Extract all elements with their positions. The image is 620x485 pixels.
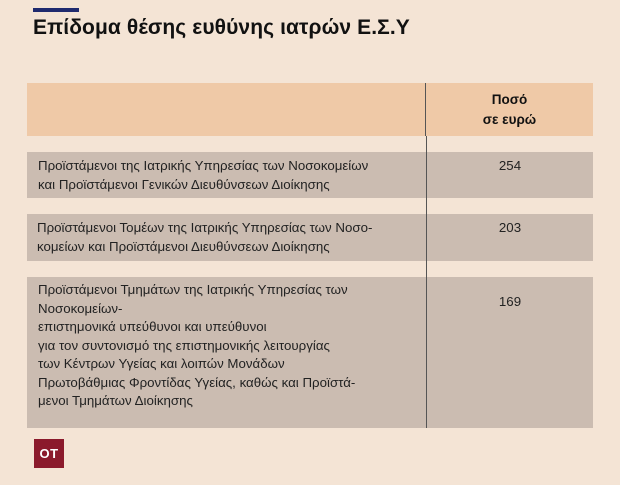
- description-line: κομείων και Προϊστάμενοι Διευθύνσεων Διοίκησης: [37, 238, 330, 254]
- description-line: Προϊστάμενοι Τομέων της Ιατρικής Υπηρεσίας των Νοσο-: [37, 220, 373, 235]
- description-line: Προϊστάμενοι της Ιατρικής Υπηρεσίας των Νοσοκομείων: [38, 158, 369, 173]
- description-line: και Προϊστάμενοι Γενικών Διευθύνσεων Διοίκησης: [38, 176, 330, 192]
- table-row: [27, 152, 593, 198]
- page-title: Επίδομα θέσης ευθύνης ιατρών Ε.Σ.Υ: [33, 16, 410, 39]
- description-line: για τον συντονισμό της επιστημονικής λειτουργίας: [38, 337, 330, 353]
- description-line: Προϊστάμενοι Τμημάτων της Ιατρικής Υπηρεσίας των: [38, 282, 348, 297]
- amount-cell: 203: [426, 214, 593, 261]
- allowance-table: [27, 83, 593, 428]
- publisher-logo: ΟΤ: [34, 439, 64, 468]
- position-description: [27, 277, 426, 428]
- header-description-cell: [27, 83, 425, 136]
- position-description: [27, 152, 426, 198]
- description-line: επιστημονικά υπεύθυνοι και υπεύθυνοι: [38, 319, 267, 334]
- table-row: [27, 277, 593, 428]
- description-line: των Κέντρων Υγείας και λοιπών Μονάδων: [38, 356, 285, 371]
- header-amount-line2: σε ευρώ: [482, 111, 537, 127]
- row-spacer: [27, 261, 593, 277]
- table-row: [27, 214, 593, 261]
- position-description: [27, 214, 426, 261]
- row-spacer: [27, 198, 593, 214]
- amount-cell: 254: [426, 152, 593, 198]
- description-line: μενοι Τμημάτων Διοίκησης: [38, 393, 193, 408]
- table-header-row: [27, 83, 593, 136]
- header-amount-cell: [425, 83, 593, 136]
- title-accent-bar: [33, 8, 79, 12]
- description-line: Νοσοκομείων-: [38, 300, 123, 316]
- row-spacer: [27, 136, 593, 152]
- amount-cell: 169: [426, 277, 593, 428]
- description-line: Πρωτοβάθμιας Φροντίδας Υγείας, καθώς και Προϊστά-: [38, 374, 356, 390]
- header-amount-line1: Ποσό: [491, 91, 528, 107]
